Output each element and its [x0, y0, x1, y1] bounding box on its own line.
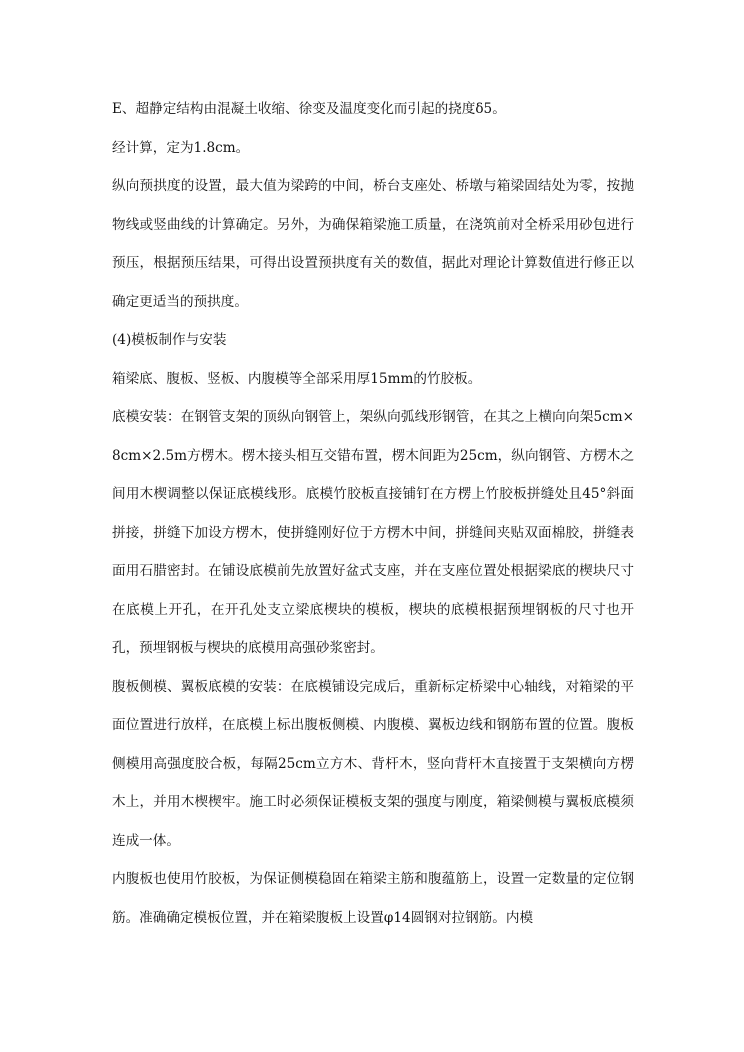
paragraph-inner-web-form: 内腹板也使用竹胶板，为保证侧模稳固在箱梁主筋和腹蕴筋上，设置一定数量的定位钢筋。准确确定模板位置，并在箱梁腹板上设置φ14圆钢对拉钢筋。内模: [112, 871, 634, 926]
paragraph-formwork-material: 箱梁底、腹板、竖板、内腹模等全部采用厚15mm的竹胶板。: [112, 370, 482, 387]
paragraph-deflection-item-e: E、超静定结构由混凝土收缩、徐变及温度变化而引起的挠度δ5。: [112, 101, 506, 117]
paragraph-calculation-result: 经计算，定为1.8cm。: [112, 139, 250, 156]
section-heading-formwork: (4)模板制作与安装: [112, 332, 227, 348]
paragraph-web-side-form-installation: 腹板侧模、翼板底模的安装：在底模铺设完成后，重新标定桥梁中心轴线，对箱梁的平面位置进行放样，在底模上标出腹板侧模、内腹模、翼板边线和钢筋布置的位置。腹板侧模用高强度胶合板，每隔25cm立方木、背杆木，竖向背杆木直接置于支架横向方楞木上，并用木楔楔牢。施工时必须保证模板支架的强度与刚度，箱梁侧模与翼板底模须连成一体。: [112, 678, 634, 849]
paragraph-longitudinal-camber: 纵向预拱度的设置，最大值为梁跨的中间，桥台支座处、桥墩与箱梁固结处为零，按抛物线或竖曲线的计算确定。另外，为确保箱梁施工质量，在浇筑前对全桥采用砂包进行预压，根据预压结果，可得出设置预拱度有关的数值，据此对理论计算数值进行修正以确定更适当的预拱度。: [112, 178, 634, 310]
paragraph-bottom-form-installation: 底模安装：在钢管支架的顶纵向钢管上，架纵向弧线形钢管，在其之上横向向架5cm×8cm×2.5m方楞木。楞木接头相互交错布置，楞木间距为25cm，纵向钢管、方楞木之间用木楔调整以保证底模线形。底模竹胶板直接铺钉在方楞上竹胶板拼缝处且45°斜面拼接，拼缝下加设方楞木，使拼缝刚好位于方楞木中间，拼缝间夹贴双面棉胶，拼缝表面用石腊密封。在铺设底模前先放置好盆式支座，并在支座位置处根据梁底的楔块尺寸在底模上开孔，在开孔处支立梁底楔块的模板，楔块的底模根据预埋钢板的尺寸也开孔，预埋钢板与楔块的底模用高强砂浆密封。: [112, 409, 634, 656]
